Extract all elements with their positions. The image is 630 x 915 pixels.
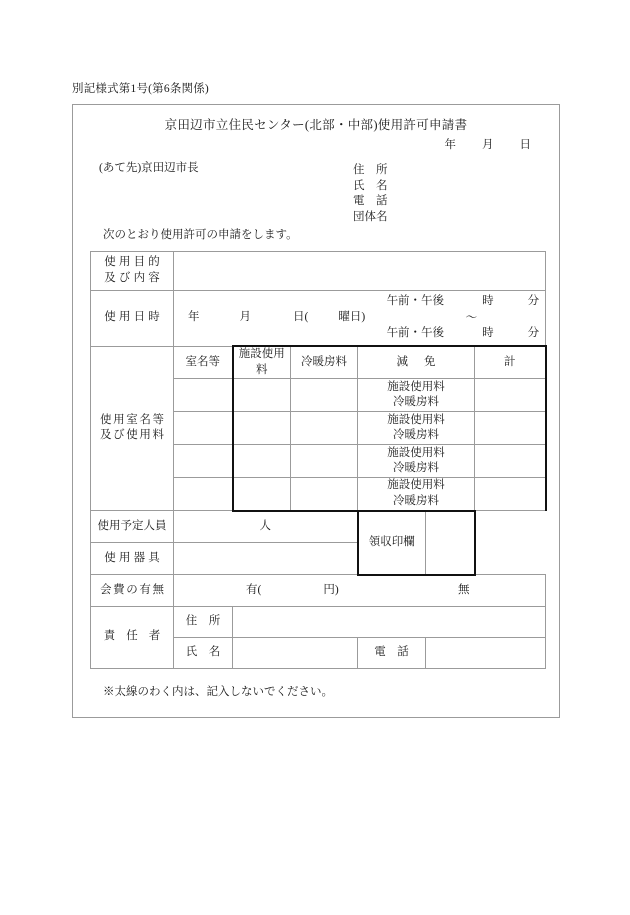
room-name-value-3[interactable] xyxy=(174,445,233,478)
purpose-label-line2: 及び内容 xyxy=(104,272,163,284)
reduction-cell-2[interactable] xyxy=(358,412,475,445)
expected-people-unit: 人 xyxy=(259,520,271,533)
form-frame xyxy=(72,104,560,718)
expected-people-label: 使用予定人員 xyxy=(97,519,167,532)
responsible-address-value-cell[interactable] xyxy=(233,606,546,637)
form-note: ※太線のわく内は、記入しないでください。 xyxy=(103,686,333,698)
use-datetime-value-cell[interactable] xyxy=(174,291,546,347)
total-value-1[interactable] xyxy=(475,379,546,412)
table-row-expected-people xyxy=(91,511,546,543)
purpose-label-line1: 使用目的 xyxy=(104,256,163,269)
rooms-label-cell xyxy=(91,346,174,511)
hvac-fee-value-4[interactable] xyxy=(291,478,358,511)
reduction-facility-label-3: 施設使用料 xyxy=(387,446,445,459)
membership-fee-label: 会費の有無 xyxy=(100,583,166,596)
reduction-header-b: 免 xyxy=(424,355,452,368)
application-date-line xyxy=(445,136,532,152)
table-row-room-header xyxy=(91,346,546,379)
total-value-3[interactable] xyxy=(475,445,546,478)
use-end-time-row xyxy=(387,326,540,342)
membership-fee-yen-label: 円) xyxy=(323,583,339,596)
facility-fee-value-1[interactable] xyxy=(233,379,291,412)
start-minute-label: 分 xyxy=(527,295,540,307)
end-minute-label: 分 xyxy=(527,327,540,340)
membership-fee-no-label: 無 xyxy=(458,583,470,596)
end-hour-label: 時 xyxy=(482,327,494,340)
form-number: 別記様式第1号(第6条関係) xyxy=(72,83,209,95)
reduction-hvac-label-4: 冷暖房料 xyxy=(393,494,439,507)
responsible-phone-value-cell[interactable] xyxy=(426,637,546,668)
equipment-value-cell[interactable] xyxy=(174,543,358,575)
use-datetime-label-cell xyxy=(91,291,174,347)
facility-fee-header: 施設使用料 xyxy=(233,346,291,379)
equipment-label: 使用器具 xyxy=(104,551,163,564)
reduction-cell-3[interactable] xyxy=(358,445,475,478)
responsible-label: 責任者 xyxy=(103,630,172,643)
room-name-header: 室名等 xyxy=(174,346,233,379)
equipment-label-cell xyxy=(91,543,174,575)
reduction-cell-1[interactable] xyxy=(358,379,475,412)
reduction-cell-4[interactable] xyxy=(358,478,475,511)
use-start-time-row xyxy=(387,294,540,310)
time-range-tilde: 〜 xyxy=(465,312,478,324)
table-row-responsible-address xyxy=(91,606,546,637)
date-day-label: 日 xyxy=(519,139,531,151)
responsible-phone-label-cell: 電 話 xyxy=(358,637,426,668)
use-month-label: 月 xyxy=(239,311,251,323)
room-name-value-1[interactable] xyxy=(174,379,233,412)
reduction-hvac-label-2: 冷暖房料 xyxy=(393,429,439,442)
applicant-name-label: 氏 名 xyxy=(353,179,388,192)
applicant-fields xyxy=(353,163,388,225)
responsible-name-label-cell: 氏 名 xyxy=(174,637,233,668)
responsible-address-label-cell: 住 所 xyxy=(174,606,233,637)
use-day-label: 日( xyxy=(293,311,309,323)
membership-fee-value-cell[interactable] xyxy=(174,575,546,607)
receipt-stamp-label-cell: 領収印欄 xyxy=(358,511,426,575)
page-title: 京田辺市立住民センター(北部・中部)使用許可申請書 xyxy=(164,118,468,132)
start-ampm-label: 午前・午後 xyxy=(386,295,445,307)
facility-fee-value-2[interactable] xyxy=(233,412,291,445)
date-year-label: 年 xyxy=(444,139,456,151)
expected-people-label-cell xyxy=(91,511,174,543)
hvac-fee-value-3[interactable] xyxy=(291,445,358,478)
total-value-2[interactable] xyxy=(475,412,546,445)
reduction-hvac-label-3: 冷暖房料 xyxy=(393,462,439,475)
addressee: (あて先)京田辺市長 xyxy=(99,162,199,174)
application-table xyxy=(90,251,547,669)
responsible-name-value-cell[interactable] xyxy=(233,637,358,668)
membership-fee-yes-label: 有( xyxy=(246,583,262,596)
receipt-stamp-value-cell[interactable] xyxy=(426,511,475,575)
table-row-purpose xyxy=(91,252,546,291)
reduction-facility-label-2: 施設使用料 xyxy=(387,413,445,426)
reduction-header xyxy=(358,346,475,379)
hvac-fee-header: 冷暖房料 xyxy=(291,346,358,379)
room-name-value-2[interactable] xyxy=(174,412,233,445)
intro-sentence: 次のとおり使用許可の申請をします。 xyxy=(103,229,298,241)
table-row-use-datetime xyxy=(91,291,546,347)
applicant-address-label: 住 所 xyxy=(353,164,388,176)
total-value-4[interactable] xyxy=(475,478,546,511)
reduction-header-a: 減 xyxy=(396,355,424,368)
table-row-equipment xyxy=(91,543,546,575)
applicant-phone-label: 電 話 xyxy=(353,195,388,207)
total-header: 計 xyxy=(475,346,546,379)
purpose-label-cell xyxy=(91,252,174,291)
hvac-fee-value-2[interactable] xyxy=(291,412,358,445)
responsible-label-cell xyxy=(91,606,174,668)
end-ampm-label: 午前・午後 xyxy=(386,327,445,340)
date-month-label: 月 xyxy=(482,139,494,151)
applicant-group-label: 団体名 xyxy=(353,210,388,223)
use-weekday-label: 曜日) xyxy=(338,311,366,323)
reduction-facility-label-4: 施設使用料 xyxy=(387,479,445,492)
membership-fee-label-cell xyxy=(91,575,174,607)
use-datetime-ymd xyxy=(188,310,365,326)
facility-fee-value-4[interactable] xyxy=(233,478,291,511)
rooms-label-line1: 使用室名等 xyxy=(100,413,166,426)
expected-people-value-cell[interactable] xyxy=(174,511,358,543)
rooms-label-line2: 及び使用料 xyxy=(100,429,166,442)
membership-fee-yes-group xyxy=(246,583,339,599)
hvac-fee-value-1[interactable] xyxy=(291,379,358,412)
table-row-membership-fee xyxy=(91,575,546,607)
use-datetime-label: 使用日時 xyxy=(104,311,163,324)
reduction-facility-label-1: 施設使用料 xyxy=(387,380,445,393)
use-year-label: 年 xyxy=(188,311,200,323)
start-hour-label: 時 xyxy=(482,295,494,307)
room-name-value-4[interactable] xyxy=(174,478,233,511)
reduction-hvac-label-1: 冷暖房料 xyxy=(393,396,439,409)
facility-fee-value-3[interactable] xyxy=(233,445,291,478)
purpose-value-cell[interactable] xyxy=(174,252,546,291)
